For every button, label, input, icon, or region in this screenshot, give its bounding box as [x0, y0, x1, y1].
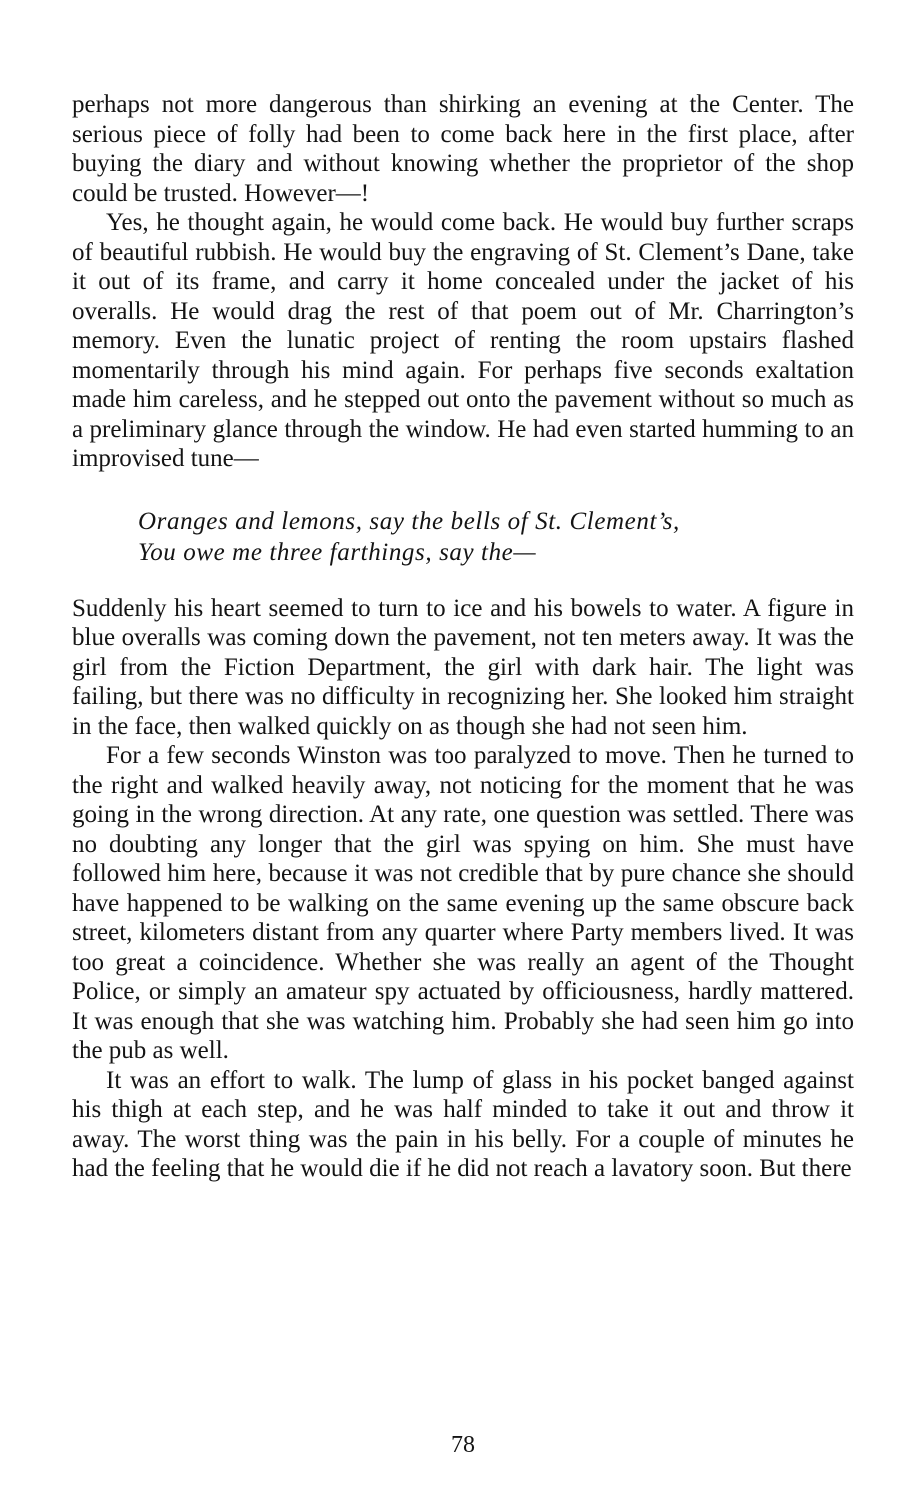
verse-line-1: Oranges and lemons, say the bells of St. Clement’s,: [138, 507, 680, 535]
paragraph-continuation: perhaps not more dangerous than shirking an evening at the Center. The serious piece of folly had been to come back here in the first place, after buying the diary and without knowing whether the proprietor of the shop could be trusted. However—!: [72, 91, 854, 207]
book-page: [72, 90, 854, 1480]
paragraph-come-back: Yes, he thought again, he would come back. He would buy further scraps of beautiful rubbish. He would buy the engraving of St. Clement’s Dane, take it out of its frame, and carry it home concealed under the jacket of his overalls. He would drag the rest of that poem out of Mr. Charrington’s memory. Even the lunatic project of renting the room upstairs flashed momentarily through his mind again. For perhaps five seconds exaltation made him careless, and he stepped out onto the pavement without so much as a preliminary glance through the window. He had even started humming to an improvised tune—: [72, 209, 854, 472]
paragraph-effort-to-walk: It was an effort to walk. The lump of glass in his pocket banged against his thigh at each step, and he was half minded to take it out and throw it away. The worst thing was the pain in his belly. For a couple of minutes he had the feeling that he would die if he did not reach a lavatory soon. But there: [72, 1066, 854, 1182]
paragraph-girl-seen: Suddenly his heart seemed to turn to ice and his bowels to water. A figure in blue overalls was coming down the pavement, not ten meters away. It was the girl from the Fiction Department, the girl with dark hair. The light was failing, but there was no difficulty in recognizing her. She looked him straight in the face, then walked quickly on as though she had not seen him.: [72, 594, 854, 740]
verse-line-2: You owe me three farthings, say the—: [138, 538, 537, 566]
page-number: 78: [451, 1432, 475, 1458]
paragraph-winston-paralyzed: For a few seconds Winston was too paralyzed to move. Then he turned to the right and walked heavily away, not noticing for the moment that he was going in the wrong direction. At any rate, one question was settled. There was no doubting any longer that the girl was spying on him. She must have followed him here, because it was not credible that by pure chance she should have happened to be walking on the same evening up the same obscure back street, kilometers distant from any quarter where Party members lived. It was too great a coincidence. Whether she was really an agent of the Thought Police, or simply an amateur spy actuated by officiousness, hardly mattered. It was enough that she was watching him. Probably she had seen him go into the pub as well.: [72, 742, 854, 1064]
verse-block: [138, 506, 854, 568]
